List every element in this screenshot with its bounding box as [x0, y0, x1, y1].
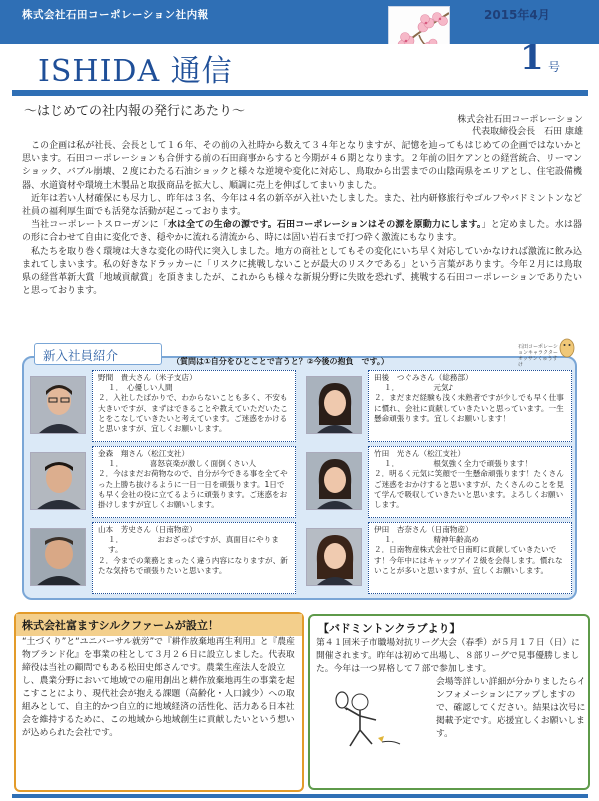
- staff-answer-box: [368, 522, 572, 594]
- staff-photo: [30, 376, 86, 434]
- staff-card-tago: [306, 370, 574, 442]
- staff-name: 伊田 杏奈さん（日南物産）: [374, 525, 473, 534]
- greeting-paragraph-slogan: [22, 219, 582, 245]
- staff-card-kanamori: [30, 446, 298, 518]
- staff-answer-1: １． 元気♪: [384, 383, 454, 393]
- staff-name: 田後 つぐみさん（総務部）: [374, 373, 473, 382]
- corporate-slogan: 水は全ての生命の源です。石田コーポレーションはその源を原動力にします。: [167, 220, 482, 231]
- newsletter-title: ISHIDA 通信: [38, 54, 233, 89]
- greeting-heading: ～はじめての社内報の発行にあたり～: [24, 104, 246, 119]
- badminton-player-illustration: [330, 686, 406, 756]
- new-staff-heading: 新入社員紹介: [34, 343, 162, 365]
- staff-answer-2: ２．まだまだ経験も浅く未熟者ですが少しでも早く仕事に慣れ、会社に貢献していきたいと思っています。一生懸命頑張ります。宜しくお願いします！: [374, 393, 564, 423]
- slogan-prefix: 当社コーポレートスローガンに「: [31, 220, 168, 231]
- badminton-intro: 第４１回米子市職場対抗リーグ大会（春季）が５月１７日（日）に開催されます。昨年は初めて出場し、８部リーグで見事優勝しました。今年は一つ昇格して７部で参加します。: [316, 638, 580, 674]
- staff-photo: [30, 528, 86, 586]
- staff-answer-box: [92, 446, 296, 518]
- staff-answer-2: ２．日南物産株式会社で日南町に貢献していきたいです！今年中にはキャッツアイ２級を会得します。慣れないことが多いと思いますが、宜しくお願いします。: [374, 545, 563, 575]
- staff-answer-1: １． 精神年齢高め: [384, 535, 479, 545]
- badminton-title: 【バドミントンクラブより】: [318, 622, 461, 635]
- header-divider: [12, 90, 588, 96]
- staff-answer-1: １． 心優しい人間: [108, 383, 173, 393]
- staff-answer-2: ２．入社したばかりで、わからないことも多く、不安も大きいですが、まずはできることや教えていただいたことをこなしていきたいと考えています。ご迷惑をかけると思いますが、宜しくお願いします。: [98, 393, 288, 434]
- staff-card-yamamoto: [30, 522, 298, 594]
- mascot-label: 石田コーポレーションキャラクター オッサンくゅうすけ: [518, 344, 558, 368]
- badminton-detail: 会場等詳しい詳細が分かりましたらインフォメーションにアップしますので、確認してください。結果は次号に掲載予定です。応援宜しくお願いします。: [436, 677, 586, 739]
- slogan-suffix: 」と定めました。水は器の形に合わせて自由に変化でき、穏やかに流れる清流から、時には固い岩石まで打つ砕く激流にもなります。: [22, 220, 583, 244]
- staff-answer-box: [92, 522, 296, 594]
- new-staff-instructions: （質問は①自分をひとことで言うと？②今後の抱負 です。）: [172, 357, 389, 366]
- signature-company: 株式会社石田コーポレーション: [457, 115, 583, 125]
- footer-divider: [12, 794, 588, 798]
- staff-answer-box: [92, 370, 296, 442]
- staff-card-ida: [306, 522, 574, 594]
- issue-date: 2015年4月: [484, 8, 550, 22]
- staff-name: 野間 貴大さん（米子支店）: [98, 373, 197, 382]
- staff-name: 山本 芳史さん（日南物産）: [98, 525, 197, 534]
- staff-name: 竹田 光さん（松江支社）: [374, 449, 466, 458]
- staff-answer-box: [368, 446, 572, 518]
- staff-answer-1: １． 根気強く全力で頑張ります！: [384, 459, 533, 469]
- signature-person: 代表取締役会長 石田 康雄: [472, 127, 583, 137]
- staff-card-noma: [30, 370, 298, 442]
- greeting-paragraph: この企画は私が社長、会長として１６年、その前の入社時から数えて３４年となりますが、記憶を辿ってもはじめての企画ではないかと思います。石田コーポレーションも合併する前の石田商事からすると今期が４６期となります。２年前の旧ケアンとの経営統合、リーマンショック、バブル崩壊、２度にわたる石油ショックと様々な逆境や変化に対応し、鳥取から出雲までの山陰両県をエリアとし、住宅設備機器、水道資材や環境土木製品と取扱商品を拡大し、順調に売上を伸ばしてまいりました。: [22, 141, 582, 191]
- staff-photo: [306, 376, 362, 434]
- staff-answer-box: [368, 370, 572, 442]
- silk-farm-body: “土づくり”と“ユニバーサル就労”で『耕作放棄地再生利用』と『農産物ブランド化』を事業の柱として３月２６日に設立しました。代表取締役は当社の顧問でもある松田史郎さんです。農業生産法人を設立し、農業分野において地域での雇用創出と耕作放棄地再生の事業を起こすことにより、現代社会が抱える課題（高齢化・人口減少）への取組みとして、自主的かつ自立的に地域経済の活性化、活力ある日本社会を維持するために、この地域から地域創生に貢献したいという想いが込められた会社です。: [22, 637, 295, 738]
- issue-unit: 号: [548, 60, 561, 74]
- staff-answer-1: １． 喜怒哀楽が激しく面倒くさい人: [108, 459, 257, 469]
- mascot-character: [518, 332, 576, 368]
- issue-number: 1: [520, 38, 544, 78]
- masthead: [0, 38, 599, 90]
- staff-answer-2: ２．明るく元気に笑顔で一生懸命頑張ります！たくさんご迷惑をおかけすると思いますが、たくさんのことを見て学んで吸収していきたいと思います。よろしくお願いします。: [374, 469, 564, 510]
- silk-farm-title: 株式会社富ますシルクファームが設立！: [22, 619, 219, 632]
- staff-answer-1: １． おおざっぱですが、真面目にやります。: [108, 535, 279, 555]
- staff-name: 金森 翔さん（松江支社）: [98, 449, 190, 458]
- greeting-body: [22, 140, 582, 298]
- greeting-paragraph: 近年は若い人材確保にも尽力し、昨年は３名、今年は４名の新卒が入社いたしました。また、社内研修旅行やゴルフやバドミントンなど社員の福利厚生面でも活発な活動が起こっております。: [22, 193, 582, 218]
- staff-photo: [306, 528, 362, 586]
- greeting-paragraph: 私たちを取り巻く環境は大きな変化の時代に突入しました。地方の商社としてもその変化にいち早く対応していかなければ激流に飲み込まれてしまいます。私の好きなドラッカーに「リスクに挑戦しないことが最大のリスクである」という言葉があります。今年２月には鳥取県の経営革新大賞「地域貢献賞」を頂きましたが、これからも様々な新規分野に失敗を恐れず、挑戦する石田コーポレーションでありたいと思っております。: [22, 246, 582, 297]
- company-line: 株式会社石田コーポレーション社内報: [22, 9, 209, 21]
- staff-answer-2: ２．今はまだお荷物なので、自分が今できる事を全てやった上勝ち抜けるように一日一日を頑張ります。1日でも早く会社の役に立てるように頑張ります。ご迷惑をお掛けしますが宜しくお願いします。: [98, 469, 288, 510]
- staff-answer-2: ２．今までの業務とまったく違う内容になりますが、新たな気持ちで頑張りたいと思います。: [98, 555, 288, 575]
- mascot-icon: [558, 332, 576, 358]
- staff-photo: [306, 452, 362, 510]
- staff-photo: [30, 452, 86, 510]
- staff-card-takeda: [306, 446, 574, 518]
